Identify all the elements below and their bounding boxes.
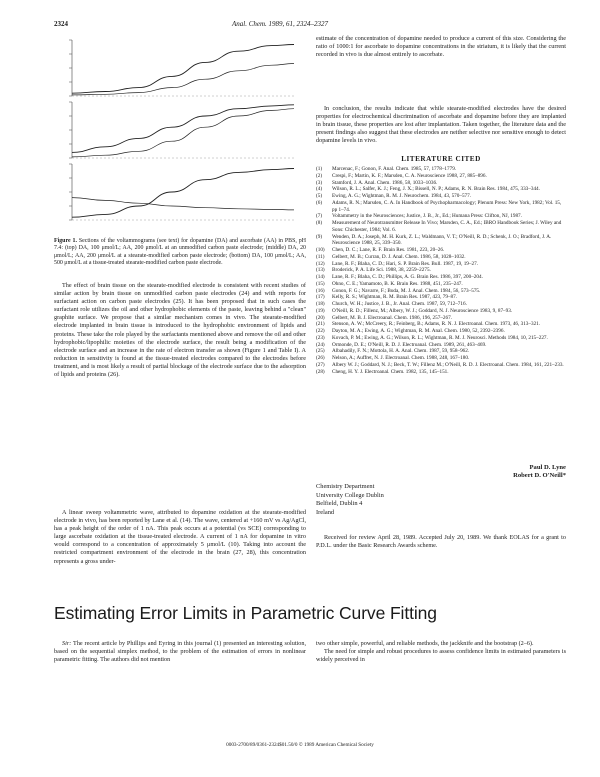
- reference-number: (6): [316, 199, 323, 206]
- reference-number: (4): [316, 186, 323, 193]
- reference-item: [316, 274, 566, 281]
- reference-item: [316, 308, 566, 315]
- page-number: 2324: [54, 20, 68, 28]
- reference-text: Stamford, J. A. Anal. Chem. 1986, 58, 1033–1036.: [332, 179, 438, 186]
- reference-number: (15): [316, 280, 325, 287]
- reference-text: Lane, R. F.; Blaha, C. D.; Hari, S. P. Brain Res. Bull. 1987, 19, 19–27.: [332, 260, 478, 267]
- reference-number: (25): [316, 348, 325, 355]
- reference-number: (3): [316, 179, 323, 186]
- reference-text: Gelbert, M. B.; Curran, D. J. Anal. Chem. 1986, 58, 1028–1032.: [332, 253, 466, 260]
- reference-item: [316, 166, 566, 173]
- reference-text: Kelly, R. S.; Wightman, R. M. Brain Res. 1987, 423, 79–87.: [332, 294, 458, 301]
- figure-caption: [54, 238, 306, 268]
- reference-item: [316, 267, 566, 274]
- series-line-curve-b: [72, 64, 294, 95]
- reference-text: O'Neill, R. D.; Fillenz, M.; Albery, W. J.; Goddard, N. J. Neuroscience 1983, 9, 87–93.: [332, 307, 513, 314]
- reference-item: [316, 355, 566, 362]
- reference-item: [316, 369, 566, 376]
- reference-number: (26): [316, 355, 325, 361]
- reference-text: Measurement of Neurotransmitter Release In Vivo; Marsden, C. A., Ed.; IBRO Handbook Series; J. Wiley and Sons: Chichester, 1984; Vol. 6.: [332, 220, 562, 233]
- reference-text: Dayton, M. A.; Ewing, A. G.; Wightman, R. M. Anal. Chem. 1980, 52, 2392–2396.: [332, 328, 505, 334]
- reference-number: (14): [316, 274, 325, 280]
- reference-item: [316, 321, 566, 328]
- reference-item: [316, 213, 566, 220]
- reference-text: Nelson, A.; Auffret, N. J. Electroanal. Chem. 1988, 248, 167–180.: [332, 355, 470, 361]
- reference-item: [316, 281, 566, 288]
- sir-lead: Sir:: [62, 640, 72, 647]
- reference-item: [316, 348, 566, 355]
- reference-text: Kovach, P. M.; Ewing, A. G.; Wilson, R. L.; Wightman, R. M. J. Neurosci. Methods 1984, 10, 215–227.: [332, 334, 548, 341]
- series-line-curve-b: [72, 109, 294, 157]
- next-article-title: Estimating Error Limits in Parametric Curve Fitting: [54, 603, 437, 623]
- left-paragraph-2: A linear sweep voltammetric wave, attributed to dopamine oxidation at the stearate-modified electrode in vivo, has been reported by Lane et al. (14). The wave, centered at +160 mV vs Ag/AgCl, has a peak height of the order of 1 nA. This peak occurs at a potential (vs SCE) corresponding to large ascorbate oxidation at the tissue-treated electrode. A current of 1 nA for dopamine in vitro would correspond to a concentration of approximately 5 μmol/L (10). Taking into account the restricted compartment environment of the electrode in the brain (27, 28), this concentration represents a gross under-: [54, 509, 306, 565]
- reference-number: (8): [316, 220, 323, 226]
- reference-text: Cheng, H. Y. J. Electroanal. Chem. 1982, 135, 145–151.: [332, 368, 449, 375]
- affiliation-line: Ireland: [316, 508, 335, 516]
- reference-text: Voltammetry in the Neurosciences; Justice, J. B., Jr., Ed.; Humana Press: Clifton, NJ, 1987.: [332, 213, 522, 220]
- reference-text: Lane, R. F.; Blaha, C. D.; Phillips, A. G. Brain Res. 1986, 397, 200–204.: [332, 274, 483, 280]
- reference-text: Gelbert, M. B. J. Electroanal. Chem. 1986, 196, 257–267.: [332, 314, 453, 321]
- reference-text: Wenden, D. A.; Joseph, M. H. Kurk, Z. L.; Waldmann, V. T.; O'Neill, R. D.; Schenk, J. O.; Bradford, J. A. Neuroscience 1988, 25, 339–350.: [332, 233, 552, 247]
- reference-number: (12): [316, 260, 325, 267]
- reference-number: (24): [316, 341, 325, 348]
- panel-top: [69, 40, 294, 96]
- reference-item: [316, 173, 566, 180]
- reference-item: [316, 335, 566, 342]
- reference-number: (17): [316, 294, 325, 301]
- reference-item: [316, 315, 566, 322]
- affiliation: [316, 483, 566, 517]
- affiliation-line: University College Dublin: [316, 491, 384, 499]
- reference-number: (22): [316, 328, 325, 334]
- left-paragraph-1: The effect of brain tissue on the stearate-modified electrode is consistent with recent studies of similar action by brain tissue on unmodified carbon paste electrodes (24) and with reports for surfactant action on carbon paste electrodes (25). It has been proposed that in such cases the surfactant role utilizes the oil and other hydrophobic elements of the paste, leaving behind a "clean" graphite surface. We propose that a similar mechanism comes in vivo. The stearate-modified electrode implanted in brain tissue is introduced to the hydrophobic environment of lipids and proteins. These take the role played by the surfactants mentioned above and remove the oil and other hydrophobic/lipophilic moieties of the electrode surface, the result being a modification of the electrode surface and an increase in the rate of electron transfer as shown (Figure 1 and Table I). A reduction in sensitivity is found at the tissue-treated electrodes compared to the electrodes before treatment, and is most likely a result of partial blockage of the electrode surface due to the adsorption of lipids and proteins (26).: [54, 282, 306, 379]
- panel-middle: [69, 102, 294, 158]
- series-line-curve-b: [72, 198, 294, 210]
- reference-number: (21): [316, 321, 325, 328]
- reference-item: [316, 220, 566, 234]
- reference-item: [316, 362, 566, 369]
- reference-number: (9): [316, 233, 323, 240]
- reference-text: Stenson, A. W.; McCreery, R.; Feinberg, B.; Adams, R. N. J. Electroanal. Chem. 1973, 46, 313–321.: [332, 321, 541, 328]
- panel-bottom: [69, 164, 294, 220]
- right-paragraph-2: In conclusion, the results indicate that while stearate-modified electrodes have the desired properties for electrochemical discrimination of ascorbate and dopamine before they are implanted in brain tissue, these properties are lost after implantation. Taken together, the literature data and the present findings also suggest that these electrodes are neither selective nor sensitive enough to detect dopamine levels in vivo.: [316, 105, 566, 145]
- next-article-right-text: [316, 640, 566, 664]
- next-right-p1: two other simple, powerful, and reliable methods, the jackknife and the bootstrap (2–6).: [316, 640, 534, 647]
- reference-item: [316, 294, 566, 301]
- reference-text: Church, W. H.; Justice, J. B., Jr. Anal. Chem. 1987, 59, 712–716.: [332, 301, 467, 307]
- reference-item: [316, 254, 566, 261]
- reference-item: [316, 301, 566, 308]
- next-right-p2: The need for simple and robust procedures to assess confidence limits in estimated parameters is widely perceived in: [316, 648, 566, 664]
- reference-text: Albahadily, F. N.; Mottola, H. A. Anal. Chem. 1987, 59, 958–962.: [332, 348, 470, 355]
- reference-number: (5): [316, 193, 323, 199]
- reference-item: [316, 234, 566, 248]
- reference-number: (10): [316, 247, 325, 253]
- voltammogram-chart: [54, 36, 306, 226]
- reference-text: Ewing, A. G.; Wightman, R. M. J. Neurochem. 1984, 43, 570–577.: [332, 193, 472, 199]
- reference-number: (27): [316, 361, 325, 368]
- reference-text: Albery W. J.; Goddard, N. J.; Beck, T. W.; Fillenz M.; O'Neill, R. D. J. Electroanal. Chem. 1984, 161, 221–233.: [332, 361, 564, 368]
- reference-text: Chen, D. C.; Lane, R. F. Brain Res. 1981, 223, 20–26.: [332, 247, 445, 253]
- reference-number: (19): [316, 307, 325, 314]
- reference-number: (28): [316, 368, 325, 375]
- reference-text: Wilson, R. L.; Salfer, K. J.; Feng, J. X.; Bissell, N. P.; Adams, R. N. Brain Res. 1984, 475, 333–344.: [332, 186, 540, 193]
- reference-item: [316, 186, 566, 193]
- reference-item: [316, 200, 566, 214]
- reference-item: [316, 342, 566, 349]
- author-2: Robert D. O'Neill*: [513, 472, 566, 480]
- reference-text: Broderick, P. A. Life Sci. 1988, 38, 2259–2275.: [332, 267, 431, 274]
- reference-text: Ohno, C. E.; Yamamoto, B. K. Brain Res. 1988, 451, 235–247.: [332, 280, 463, 287]
- received-note: Received for review April 28, 1989. Accepted July 20, 1989. We thank EOLAS for a grant to P.D.L. under the Basic Research Awards scheme.: [316, 534, 566, 550]
- next-article-left-text: [54, 640, 306, 664]
- reference-number: (11): [316, 253, 325, 260]
- caption-label: Figure 1.: [54, 238, 77, 244]
- affiliation-line: Chemistry Department: [316, 483, 375, 490]
- series-line-curve-a: [72, 169, 294, 218]
- reference-item: [316, 247, 566, 254]
- reference-number: (18): [316, 301, 325, 307]
- literature-cited-heading: LITERATURE CITED: [401, 155, 481, 163]
- caption-text: Sections of the voltammograms (see text) for dopamine (DA) and ascorbate (AA) in PBS, pH 7.4: (top) DA, 100 μmol/L; AA, 200 μmol/L at an unmodified carbon paste electrode; (middle) DA, 20 μmol/L; AA, 200 μmol/L at a stearate-modified carbon paste electrode; (bottom) DA, 100 μmol/L; AA, 500 μmol/L at a tissue-treated stearate-modified carbon paste electrode.: [54, 238, 306, 267]
- reference-number: (1): [316, 166, 323, 172]
- journal-citation: Anal. Chem. 1989, 61, 2324–2327: [232, 20, 329, 28]
- next-left-body: The recent article by Phillips and Eyring in this journal (1) presented an interesting solution, based on the sequential simplex method, to the problem of the estimation of errors in nonlinear parametric fitting. The authors did not mention: [54, 640, 306, 664]
- reference-number: (16): [316, 287, 325, 294]
- reference-number: (13): [316, 267, 325, 274]
- author-1: Paul D. Lyne: [529, 464, 566, 471]
- reference-text: Gonon, F. G.; Navarre, F.; Buda, M. J. Anal. Chem. 1984, 56, 573–575.: [332, 287, 481, 294]
- reference-item: [316, 328, 566, 335]
- reference-number: (20): [316, 314, 325, 321]
- figure-1: [54, 36, 306, 226]
- author-block: [316, 464, 566, 480]
- reference-number: (7): [316, 213, 323, 220]
- reference-text: Ormonde, D. E.; O'Neill, R. D. J. Electroanal. Chem. 1989, 261, 463–469.: [332, 341, 487, 348]
- affiliation-line: Belfield, Dublin 4: [316, 500, 363, 508]
- reference-list: [316, 166, 566, 375]
- reference-number: (2): [316, 172, 323, 179]
- reference-item: [316, 193, 566, 200]
- reference-item: [316, 288, 566, 295]
- copyright-footer: 0003-2700/89/0361-2324$01.50/0 © 1989 American Chemical Society: [226, 742, 374, 748]
- reference-text: Crespi, F.; Martin, K. F.; Marsden, C. A. Neuroscience 1988, 27, 885–896.: [332, 172, 487, 179]
- reference-text: Adams, R. N.; Marsden, C. A. In Handbook of Psychopharmacology; Plenum Press: New York, 1982; Vol. 15, pp 1–74.: [332, 199, 562, 213]
- right-paragraph-1: estimate of the concentration of dopamine needed to produce a current of this size. Considering the ratio of 1000:1 for ascorbate to dopamine concentrations in the striatum, it is likely that the current recorded in vivo is due almost entirely to ascorbate.: [316, 35, 566, 59]
- reference-text: Marcenac, F.; Gonon, F. Anal. Chem. 1985, 57, 1778–1779.: [332, 166, 457, 172]
- reference-number: (23): [316, 334, 325, 341]
